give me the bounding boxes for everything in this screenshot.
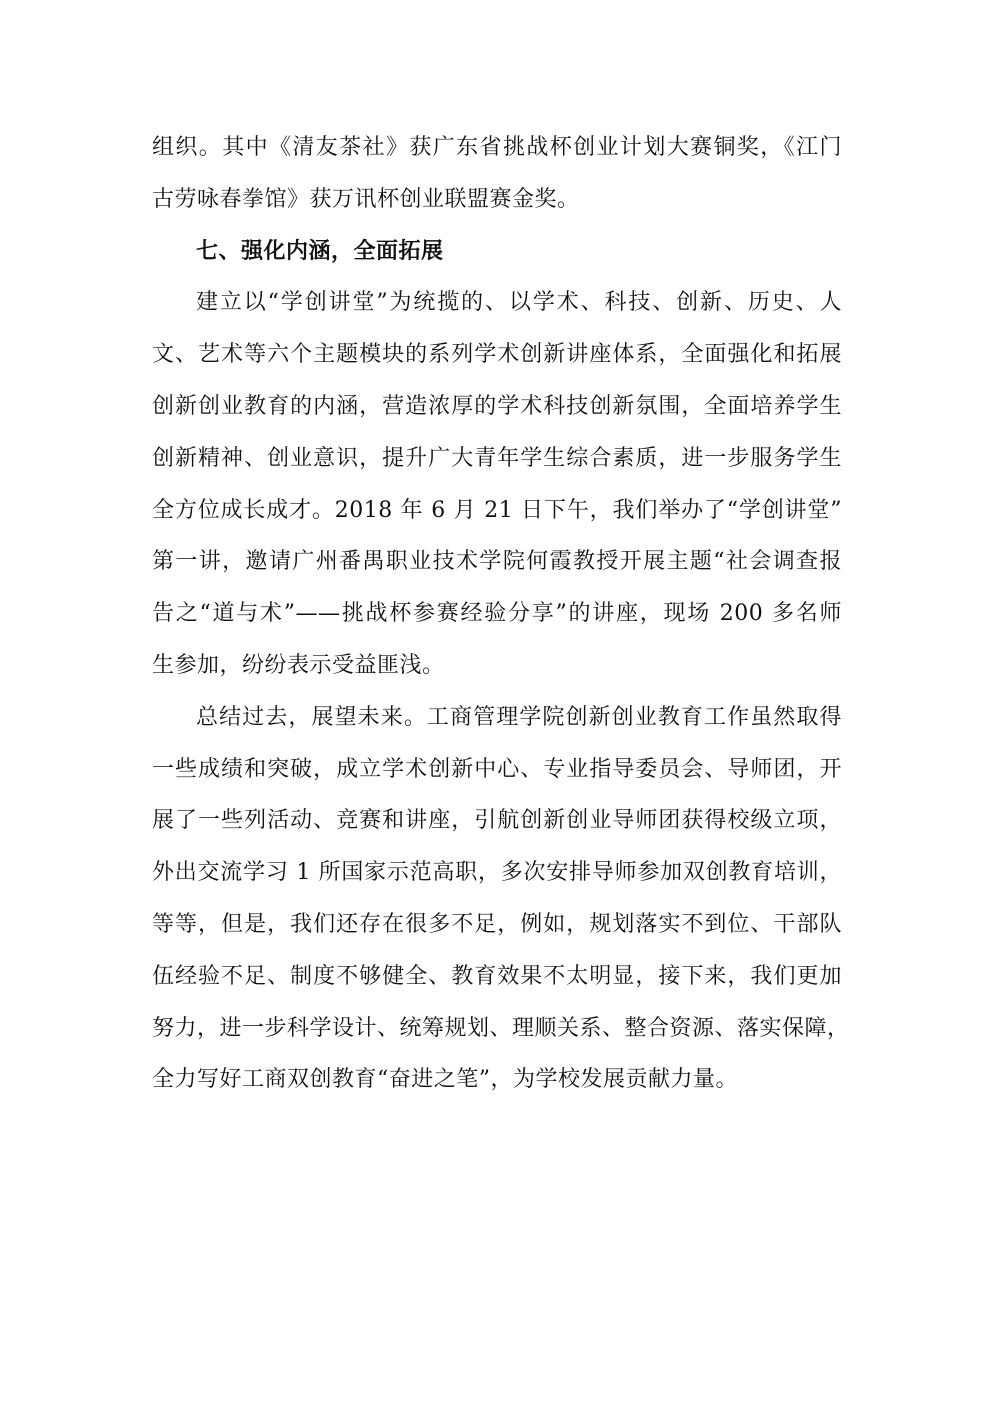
lecture-paragraph: [152, 277, 842, 691]
section-heading: 七、强化内涵，全面拓展: [196, 238, 444, 264]
paragraph-line: 告之“道与术”——挑战杯参赛经验分享”的讲座，现场 200 多名师: [152, 601, 842, 627]
paragraph-line: 第一讲，邀请广州番禺职业技术学院何霞教授开展主题“社会调查报: [152, 549, 842, 575]
paragraph-line: 古劳咏春拳馆》获万讯杯创业联盟赛金奖。: [152, 186, 580, 212]
document-body: [152, 122, 850, 1106]
paragraph-line: 总结过去，展望未来。工商管理学院创新创业教育工作虽然取得: [196, 704, 842, 730]
paragraph-line: 外出交流学习 1 所国家示范高职，多次安排导师参加双创教育培训，: [152, 860, 842, 886]
paragraph-line: 伍经验不足、制度不够健全、教育效果不太明显，接下来，我们更加: [152, 963, 842, 989]
paragraph-line: 展了一些列活动、竞赛和讲座，引航创新创业导师团获得校级立项，: [152, 808, 842, 834]
paragraph-line: 生参加，纷纷表示受益匪浅。: [152, 652, 445, 678]
paragraph-line: 创新精神、创业意识，提升广大青年学生综合素质，进一步服务学生: [152, 445, 842, 471]
paragraph-line: 全方位成长成才。2018 年 6 月 21 日下午，我们举办了“学创讲堂”: [152, 497, 842, 523]
summary-paragraph: [152, 692, 850, 1106]
paragraph-line: 建立以“学创讲堂”为统揽的、以学术、科技、创新、历史、人: [196, 290, 842, 316]
paragraph-line: 努力，进一步科学设计、统筹规划、理顺关系、整合资源、落实保障，: [152, 1015, 850, 1041]
paragraph-line: 文、艺术等六个主题模块的系列学术创新讲座体系，全面强化和拓展: [152, 342, 842, 368]
continuation-paragraph: [152, 122, 842, 226]
paragraph-line: 创新创业教育的内涵，营造浓厚的学术科技创新氛围，全面培养学生: [152, 393, 842, 419]
paragraph-line: 全力写好工商双创教育“奋进之笔”，为学校发展贡献力量。: [152, 1067, 738, 1093]
paragraph-line: 组织。其中《清友茶社》获广东省挑战杯创业计划大赛铜奖，《江门: [152, 135, 842, 160]
paragraph-line: 等等，但是，我们还存在很多不足，例如，规划落实不到位、干部队: [152, 911, 842, 937]
paragraph-line: 一些成绩和突破，成立学术创新中心、专业指导委员会、导师团，开: [152, 756, 842, 782]
